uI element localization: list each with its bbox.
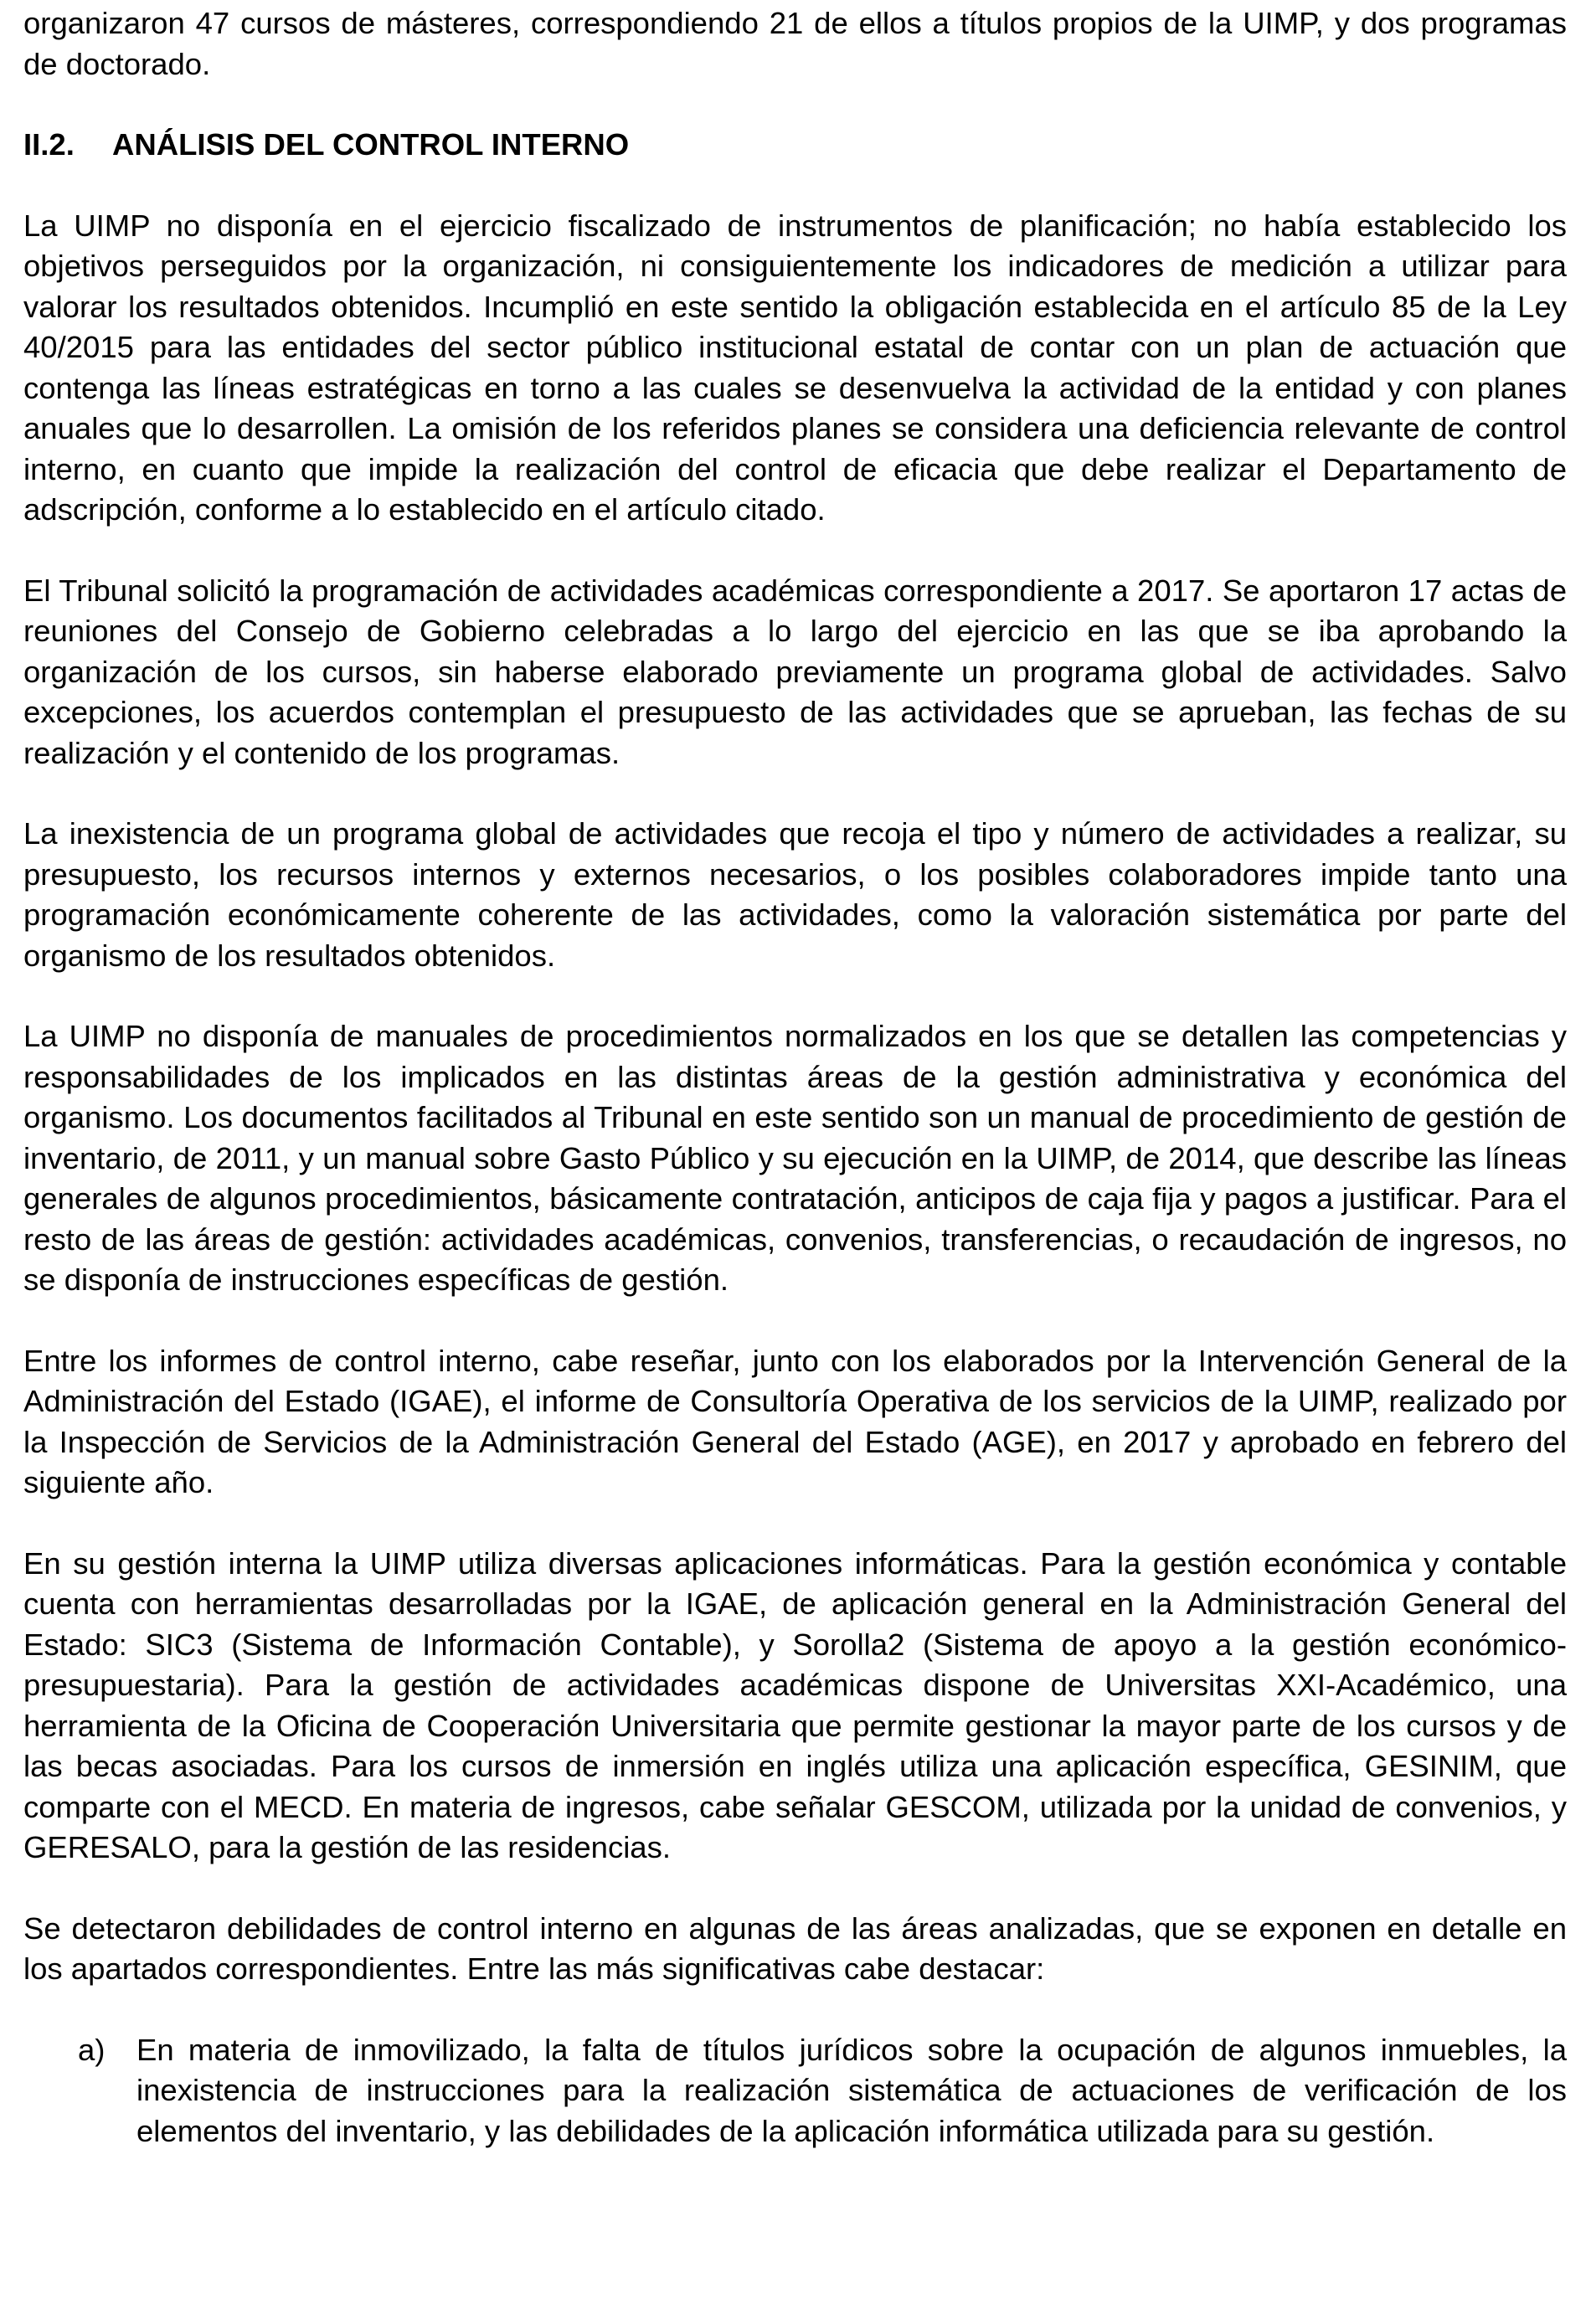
document-page	[23, 0, 1567, 2152]
section-number: II.2.	[23, 127, 75, 162]
intro-paragraph: organizaron 47 cursos de másteres, correspondiendo 21 de ellos a títulos propios de la UIMP, y dos programas de doctorado.	[23, 6, 1567, 81]
weaknesses-list	[23, 2030, 1567, 2152]
paragraph-global-program: La inexistencia de un programa global de actividades que recoja el tipo y número de actividades a realizar, su presupuesto, los recursos internos y externos necesarios, o los posibles colaboradores impide tanto una programación económicamente coherente de las actividades, como la valoración sistemática por parte del organismo de los resultados obtenidos.	[23, 816, 1567, 973]
paragraph-programming: El Tribunal solicitó la programación de actividades académicas correspondiente a 2017. Se aportaron 17 actas de reuniones del Consejo de Gobierno celebradas a lo largo del ejercicio en las que se iba aprobando la organización de los cursos, sin haberse elaborado previamente un programa global de actividades. Salvo excepciones, los acuerdos contemplan el presupuesto de las actividades que se aprueban, las fechas de su realización y el contenido de los programas.	[23, 573, 1567, 770]
section-title: ANÁLISIS DEL CONTROL INTERNO	[112, 127, 630, 162]
paragraph-weaknesses: Se detectaron debilidades de control interno en algunas de las áreas analizadas, que se exponen en detalle en los apartados correspondientes. Entre las más significativas cabe destacar:	[23, 1910, 1567, 1986]
paragraph-manuals: La UIMP no disponía de manuales de procedimientos normalizados en los que se detallen las competencias y responsabilidades de los implicados en las distintas áreas de la gestión administrativa y económica del organismo. Los documentos facilitados al Tribunal en este sentido son un manual de procedimiento de gestión de inventario, de 2011, y un manual sobre Gasto Público y su ejecución en la UIMP, de 2014, que describe las líneas generales de algunos procedimientos, básicamente contratación, anticipos de caja fija y pagos a justificar. Para el resto de las áreas de gestión: actividades académicas, convenios, transferencias, o recaudación de ingresos, no se disponía de instrucciones específicas de gestión.	[23, 1019, 1567, 1297]
paragraph-control-reports: Entre los informes de control interno, cabe reseñar, junto con los elaborados por la Intervención General de la Administración del Estado (IGAE), el informe de Consultoría Operativa de los servicios de la UIMP, realizado por la Inspección de Servicios de la Administración General del Estado (AGE), en 2017 y aprobado en febrero del siguiente año.	[23, 1343, 1567, 1499]
paragraph-applications: En su gestión interna la UIMP utiliza diversas aplicaciones informáticas. Para la gestión económica y contable cuenta con herramientas desarrolladas por la IGAE, de aplicación general en la Administración General del Estado: SIC3 (Sistema de Información Contable), y Sorolla2 (Sistema de apoyo a la gestión económico-presupuestaria). Para la gestión de actividades académicas dispone de Universitas XXI-Académico, una herramienta de la Oficina de Cooperación Universitaria que permite gestionar la mayor parte de los cursos y de las becas asociadas. Para los cursos de inmersión en inglés utiliza una aplicación específica, GESINIM, que comparte con el MECD. En materia de ingresos, cabe señalar GESCOM, utilizada por la unidad de convenios, y GERESALO, para la gestión de las residencias.	[23, 1545, 1567, 1864]
paragraph-planning: La UIMP no disponía en el ejercicio fiscalizado de instrumentos de planificación; no había establecido los objetivos perseguidos por la organización, ni consiguientemente los indicadores de medición a utilizar para valorar los resultados obtenidos. Incumplió en este sentido la obligación establecida en el artículo 85 de la Ley 40/2015 para las entidades del sector público institucional estatal de contar con un plan de actuación que contenga las líneas estratégicas en torno a las cuales se desenvuelva la actividad de la entidad y con planes anuales que lo desarrollen. La omisión de los referidos planes se considera una deficiencia relevante de control interno, en cuanto que impide la realización del control de eficacia que debe realizar el Departamento de adscripción, conforme a lo establecido en el artículo citado.	[23, 208, 1567, 527]
section-heading	[23, 125, 1567, 166]
list-item-text: En materia de inmovilizado, la falta de títulos jurídicos sobre la ocupación de algunos inmuebles, la inexistencia de instrucciones para la realización sistemática de actuaciones de verificación de los elementos del inventario, y las debilidades de la aplicación informática utilizada para su gestión.	[136, 2032, 1567, 2148]
list-marker: a)	[78, 2032, 106, 2067]
list-item	[23, 2030, 1567, 2152]
